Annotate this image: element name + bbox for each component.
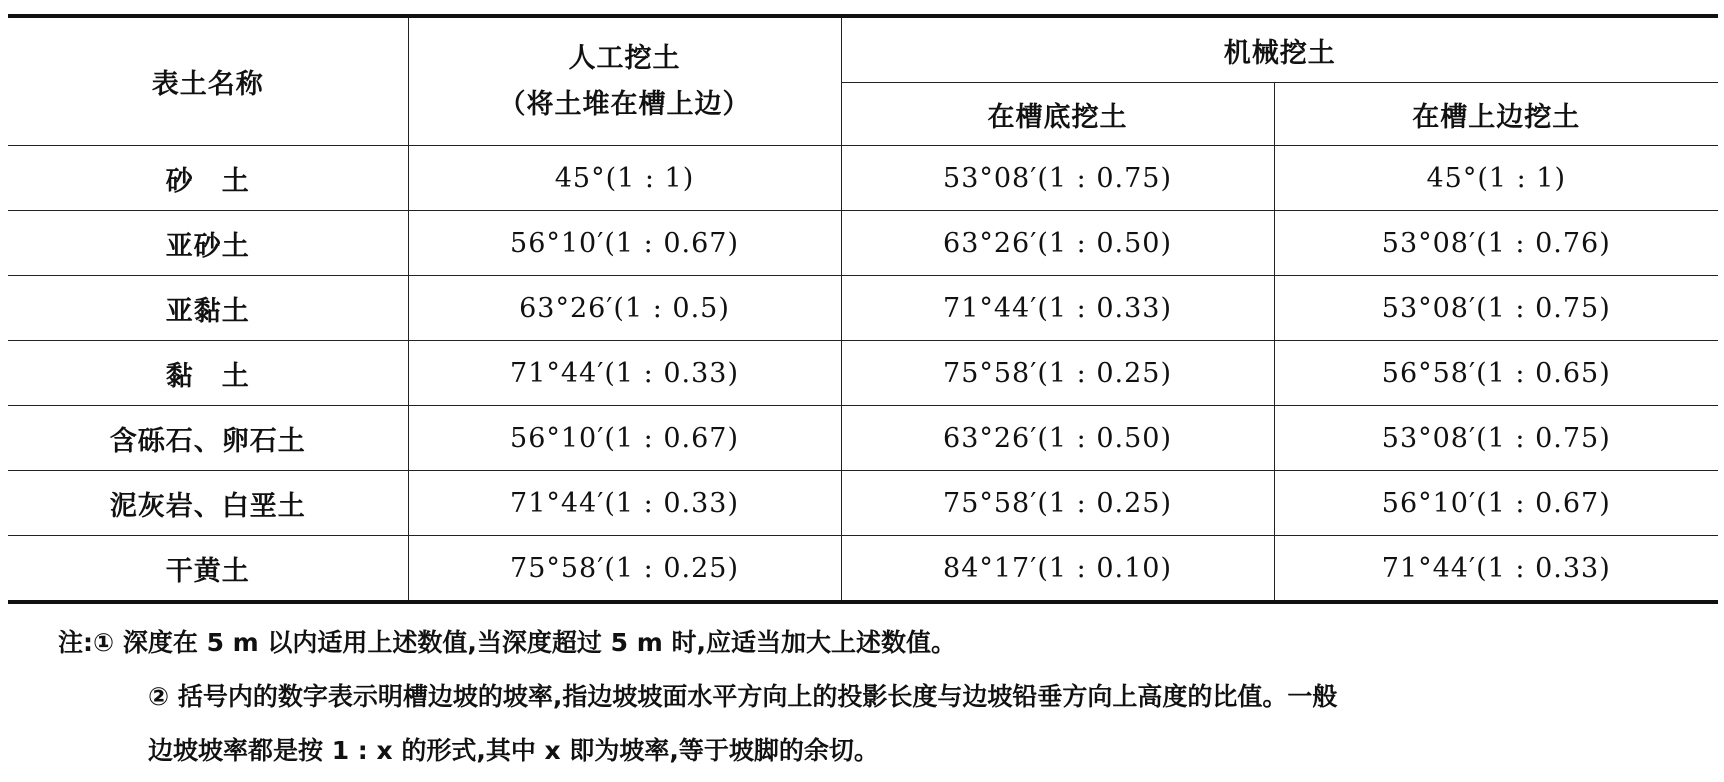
top-slope-cell: 53°08′(1 : 0.75) xyxy=(1274,276,1718,341)
bottom-slope-cell: 63°26′(1 : 0.50) xyxy=(841,211,1274,276)
top-slope-cell: 53°08′(1 : 0.76) xyxy=(1274,211,1718,276)
manual-digging-title: 人工挖土 xyxy=(568,42,681,74)
manual-digging-subtitle: （将土堆在槽上边） xyxy=(498,88,751,120)
manual-slope-cell: 71°44′(1 : 0.33) xyxy=(408,471,841,536)
top-slope-cell: 71°44′(1 : 0.33) xyxy=(1274,536,1718,603)
table-row xyxy=(8,276,1718,341)
manual-slope-cell: 75°58′(1 : 0.25) xyxy=(408,536,841,603)
trench-bottom-header: 在槽底挖土 xyxy=(841,83,1274,146)
manual-slope-cell: 45°(1 : 1) xyxy=(408,146,841,211)
soil-name-cell: 泥灰岩、白垩土 xyxy=(8,471,408,536)
table-row xyxy=(8,406,1718,471)
manual-digging-header xyxy=(408,16,841,146)
table-row xyxy=(8,146,1718,211)
table-row xyxy=(8,341,1718,406)
bottom-slope-cell: 53°08′(1 : 0.75) xyxy=(841,146,1274,211)
bottom-slope-cell: 75°58′(1 : 0.25) xyxy=(841,471,1274,536)
manual-slope-cell: 56°10′(1 : 0.67) xyxy=(408,406,841,471)
table-notes xyxy=(58,616,1718,778)
table-row xyxy=(8,211,1718,276)
trench-top-header: 在槽上边挖土 xyxy=(1274,83,1718,146)
bottom-slope-cell: 71°44′(1 : 0.33) xyxy=(841,276,1274,341)
top-slope-cell: 53°08′(1 : 0.75) xyxy=(1274,406,1718,471)
soil-name-cell: 干黄土 xyxy=(8,536,408,603)
table-row xyxy=(8,536,1718,603)
bottom-slope-cell: 63°26′(1 : 0.50) xyxy=(841,406,1274,471)
top-slope-cell: 56°58′(1 : 0.65) xyxy=(1274,341,1718,406)
soil-name-cell: 黏 土 xyxy=(8,341,408,406)
table-row xyxy=(8,471,1718,536)
manual-slope-cell: 56°10′(1 : 0.67) xyxy=(408,211,841,276)
manual-slope-cell: 71°44′(1 : 0.33) xyxy=(408,341,841,406)
soil-name-cell: 亚砂土 xyxy=(8,211,408,276)
note-2-line-1: ② 括号内的数字表示明槽边坡的坡率,指边坡坡面水平方向上的投影长度与边坡铅垂方向上高度的比值。一般 xyxy=(148,682,1338,711)
bottom-slope-cell: 75°58′(1 : 0.25) xyxy=(841,341,1274,406)
top-slope-cell: 56°10′(1 : 0.67) xyxy=(1274,471,1718,536)
note-2-line-2: 边坡坡率都是按 1 : x 的形式,其中 x 即为坡率,等于坡脚的余切。 xyxy=(148,736,879,765)
soil-name-cell: 砂 土 xyxy=(8,146,408,211)
bottom-slope-cell: 84°17′(1 : 0.10) xyxy=(841,536,1274,603)
top-slope-cell: 45°(1 : 1) xyxy=(1274,146,1718,211)
notes-prefix: 注: xyxy=(58,628,93,657)
header-row xyxy=(8,16,1718,83)
soil-name-cell: 亚黏土 xyxy=(8,276,408,341)
note-1-text: ① 深度在 5 m 以内适用上述数值,当深度超过 5 m 时,应适当加大上述数值。 xyxy=(93,628,956,657)
mechanical-digging-header: 机械挖土 xyxy=(841,16,1718,83)
soil-name-header: 表土名称 xyxy=(8,16,408,146)
slope-table xyxy=(8,14,1718,604)
note-1 xyxy=(58,616,1718,670)
soil-name-cell: 含砾石、卵石土 xyxy=(8,406,408,471)
manual-slope-cell: 63°26′(1 : 0.5) xyxy=(408,276,841,341)
